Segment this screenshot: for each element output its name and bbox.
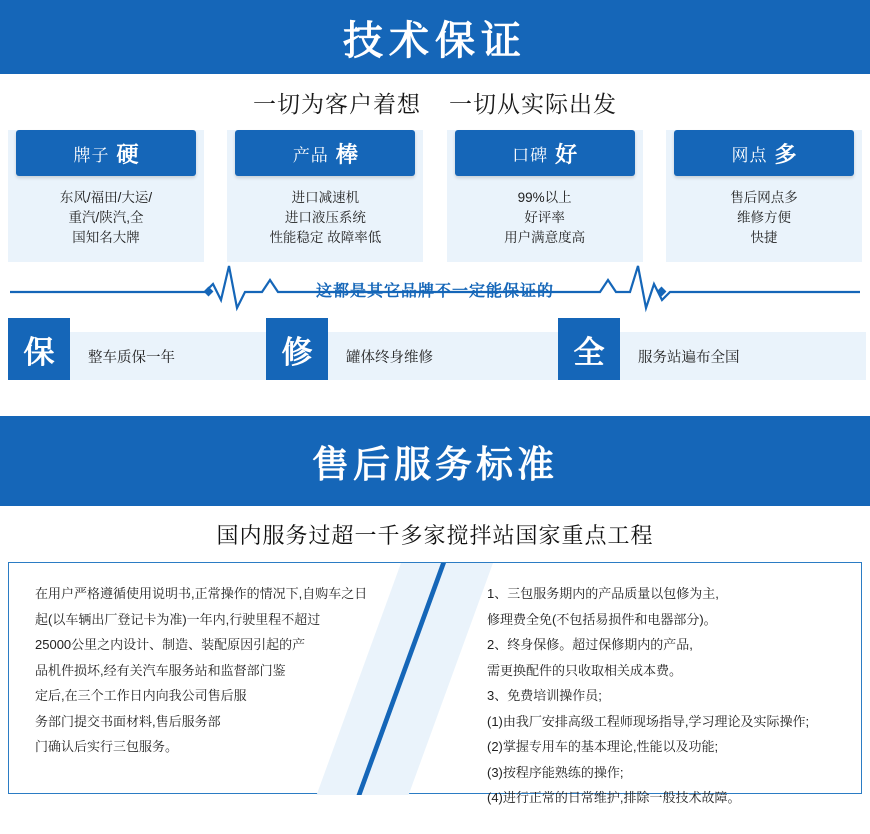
feature-card-line: 性能稳定 故障率低 xyxy=(269,230,382,245)
guarantee-text: 整车质保一年 xyxy=(70,332,266,380)
wave-divider xyxy=(0,262,870,318)
subtitle-row xyxy=(0,506,870,562)
feature-card-line: 重汽/陕汽,全 xyxy=(68,210,144,225)
guarantee-item xyxy=(8,318,266,380)
feature-card-lead: 产品 xyxy=(292,145,329,165)
feature-card-header xyxy=(16,130,196,176)
guarantee-char: 全 xyxy=(558,318,620,380)
terms-line: 定后,在三个工作日内向我公司售后服 xyxy=(35,688,247,703)
terms-line: 需更换配件的只收取相关成本费。 xyxy=(487,662,683,678)
feature-card-lead: 网点 xyxy=(731,145,768,165)
terms-line: (3)按程序能熟练的操作; xyxy=(487,764,624,780)
terms-line: (1)由我厂安排高级工程师现场指导,学习理论及实际操作; xyxy=(487,713,810,729)
feature-card-line: 东风/福田/大运/ xyxy=(59,190,153,205)
after-sales-banner xyxy=(0,416,870,506)
slogan-right: 一切从实际出发 xyxy=(449,90,617,117)
feature-card-list xyxy=(0,130,870,262)
terms-line: 修理费全免(不包括易损件和电器部分)。 xyxy=(487,611,717,627)
feature-card xyxy=(447,130,643,262)
terms-line: (2)掌握专用车的基本理论,性能以及功能; xyxy=(487,739,719,754)
guarantee-text: 服务站遍布全国 xyxy=(620,332,866,380)
feature-card-lead: 口碑 xyxy=(512,145,549,165)
guarantee-text: 罐体终身维修 xyxy=(328,332,558,380)
feature-card-line: 售后网点多 xyxy=(730,190,798,205)
guarantee-item xyxy=(558,318,866,380)
feature-card-header xyxy=(235,130,415,176)
terms-line: 门确认后实行三包服务。 xyxy=(35,739,179,754)
terms-line: 品机件损坏,经有关汽车服务站和监督部门鉴 xyxy=(35,662,286,678)
guarantee-char: 保 xyxy=(8,318,70,380)
feature-card-line: 进口减速机 xyxy=(291,190,360,205)
feature-card-body xyxy=(8,188,204,248)
guarantee-item xyxy=(266,318,558,380)
terms-right-column xyxy=(487,581,853,811)
feature-card-accent: 硬 xyxy=(116,141,139,167)
feature-card-line: 进口液压系统 xyxy=(284,210,366,225)
terms-line: 1、三包服务期内的产品质量以包修为主, xyxy=(487,586,719,601)
slogan-row xyxy=(0,74,870,130)
feature-card xyxy=(8,130,204,262)
slogan-left: 一切为客户着想 xyxy=(253,90,421,117)
terms-line: 务部门提交书面材料,售后服务部 xyxy=(35,713,221,729)
guarantee-row xyxy=(0,318,870,390)
terms-line: 在用户严格遵循使用说明书,正常操作的情况下,自购车之日 xyxy=(35,586,368,601)
terms-line: (4)进行正常的日常维护,排除一般技术故障。 xyxy=(487,790,741,805)
guarantee-char: 修 xyxy=(266,318,328,380)
feature-card-accent: 棒 xyxy=(335,141,358,167)
feature-card xyxy=(666,130,862,262)
tech-guarantee-banner xyxy=(0,0,870,74)
after-sales-terms-panel xyxy=(8,562,862,805)
after-sales-subtitle: 国内服务过超一千多家搅拌站国家重点工程 xyxy=(216,522,654,548)
feature-card-accent: 多 xyxy=(774,141,797,167)
feature-card-body xyxy=(666,188,862,248)
feature-card-line: 快捷 xyxy=(750,230,778,245)
terms-line: 起(以车辆出厂登记卡为准)一年内,行驶里程不超过 xyxy=(35,611,321,627)
feature-card-body xyxy=(447,188,643,248)
feature-card-accent: 好 xyxy=(555,141,578,167)
terms-line: 2、终身保修。超过保修期内的产品, xyxy=(487,637,693,652)
terms-line: 25000公里之内设计、制造、装配原因引起的产 xyxy=(35,637,306,652)
tech-guarantee-title: 技术保证 xyxy=(343,18,527,63)
feature-card-line: 99%以上 xyxy=(517,190,572,205)
feature-card-line: 用户满意度高 xyxy=(504,230,586,245)
wave-caption: 这都是其它品牌不一定能保证的 xyxy=(315,283,554,300)
terms-line: 3、免费培训操作员; xyxy=(487,688,602,703)
feature-card-lead: 牌子 xyxy=(73,145,110,165)
feature-card-header xyxy=(674,130,854,176)
feature-card-line: 好评率 xyxy=(524,210,565,225)
feature-card-header xyxy=(455,130,635,176)
feature-card-line: 国知名大牌 xyxy=(72,230,140,245)
feature-card-line: 维修方便 xyxy=(736,210,791,225)
terms-left-column xyxy=(35,581,415,760)
after-sales-title: 售后服务标准 xyxy=(312,444,558,485)
feature-card-body xyxy=(227,188,423,248)
feature-card xyxy=(227,130,423,262)
